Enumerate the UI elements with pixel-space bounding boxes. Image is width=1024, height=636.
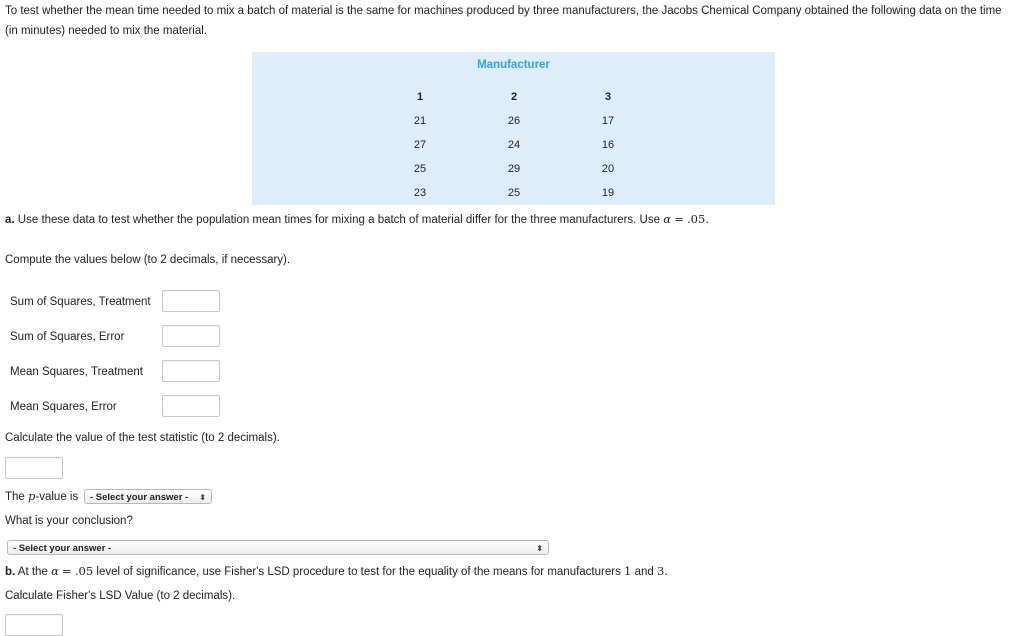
equals-sign: =: [62, 564, 72, 578]
pvalue-suffix: -value is: [35, 491, 79, 503]
sst-input[interactable]: [162, 290, 220, 312]
conclusion-select-value: - Select your answer -: [13, 543, 112, 554]
table-cell: 27: [413, 139, 427, 151]
column-manufacturer-3: [588, 87, 628, 207]
part-a-label: a.: [5, 214, 15, 226]
column-header: 1: [416, 91, 424, 103]
manufacturer-3: 3.: [656, 564, 668, 578]
column-manufacturer-1: [400, 87, 440, 207]
table-cell: 26: [507, 115, 521, 127]
table-cell: 29: [507, 163, 521, 175]
lsd-input[interactable]: [5, 614, 63, 636]
equals-sign: =: [674, 212, 684, 226]
part-b-text1: At the: [17, 566, 48, 578]
part-b-label: b.: [5, 566, 16, 578]
test-stat-instruction: Calculate the value of the test statistic (to 2 decimals).: [5, 432, 280, 444]
sst-label: Sum of Squares, Treatment: [10, 296, 151, 308]
column-header: 3: [604, 91, 612, 103]
lsd-instruction: Calculate Fisher's LSD Value (to 2 decimals).: [5, 590, 236, 602]
part-b-question: [5, 564, 668, 578]
conclusion-question: What is your conclusion?: [5, 515, 133, 527]
alpha-symbol: α: [663, 212, 671, 226]
pvalue-select[interactable]: [84, 489, 212, 504]
table-cell: 25: [507, 187, 521, 199]
part-a-text: Use these data to test whether the population mean times for mixing a batch of material differ for the three manufacturers. Use: [17, 214, 660, 226]
p-symbol: p: [28, 489, 36, 503]
manufacturer-1: 1: [624, 564, 632, 578]
test-stat-input[interactable]: [5, 457, 63, 479]
mse-label: Mean Squares, Error: [10, 401, 117, 413]
alpha-value: .05.: [687, 212, 709, 226]
table-cell: 25: [413, 163, 427, 175]
alpha-symbol: α: [51, 564, 59, 578]
table-cell: 17: [601, 115, 615, 127]
sse-input[interactable]: [162, 325, 220, 347]
compute-instruction: Compute the values below (to 2 decimals, if necessary).: [5, 254, 291, 266]
table-cell: 23: [413, 187, 427, 199]
manufacturer-title: Manufacturer: [477, 59, 550, 71]
table-cell: 20: [601, 163, 615, 175]
select-arrows-icon: ⬍: [536, 544, 543, 553]
alpha-value: .05: [74, 564, 94, 578]
part-b-text2: level of significance, use Fisher's LSD procedure to test for the equality of the means for manufacturers: [96, 566, 621, 578]
pvalue-prefix: The: [5, 491, 25, 503]
mst-input[interactable]: [162, 360, 220, 382]
pvalue-prompt: [5, 489, 78, 503]
column-manufacturer-2: [494, 87, 534, 207]
table-cell: 19: [601, 187, 615, 199]
part-a-question: [5, 212, 709, 226]
table-cell: 21: [413, 115, 427, 127]
data-table: [252, 52, 775, 205]
pvalue-select-value: - Select your answer -: [90, 492, 189, 503]
problem-intro: To test whether the mean time needed to mix a batch of material is the same for machines produced by three manufacturers, the Jacobs Chemical Company obtained the following data on the time (in minutes) needed to mix the material.: [5, 5, 1002, 37]
select-arrows-icon: ⬍: [199, 493, 206, 502]
table-cell: 24: [507, 139, 521, 151]
column-header: 2: [510, 91, 518, 103]
mse-input[interactable]: [162, 395, 220, 417]
and-word: and: [634, 566, 654, 578]
sse-label: Sum of Squares, Error: [10, 331, 125, 343]
mst-label: Mean Squares, Treatment: [10, 366, 143, 378]
table-cell: 16: [601, 139, 615, 151]
conclusion-select[interactable]: [7, 540, 549, 555]
